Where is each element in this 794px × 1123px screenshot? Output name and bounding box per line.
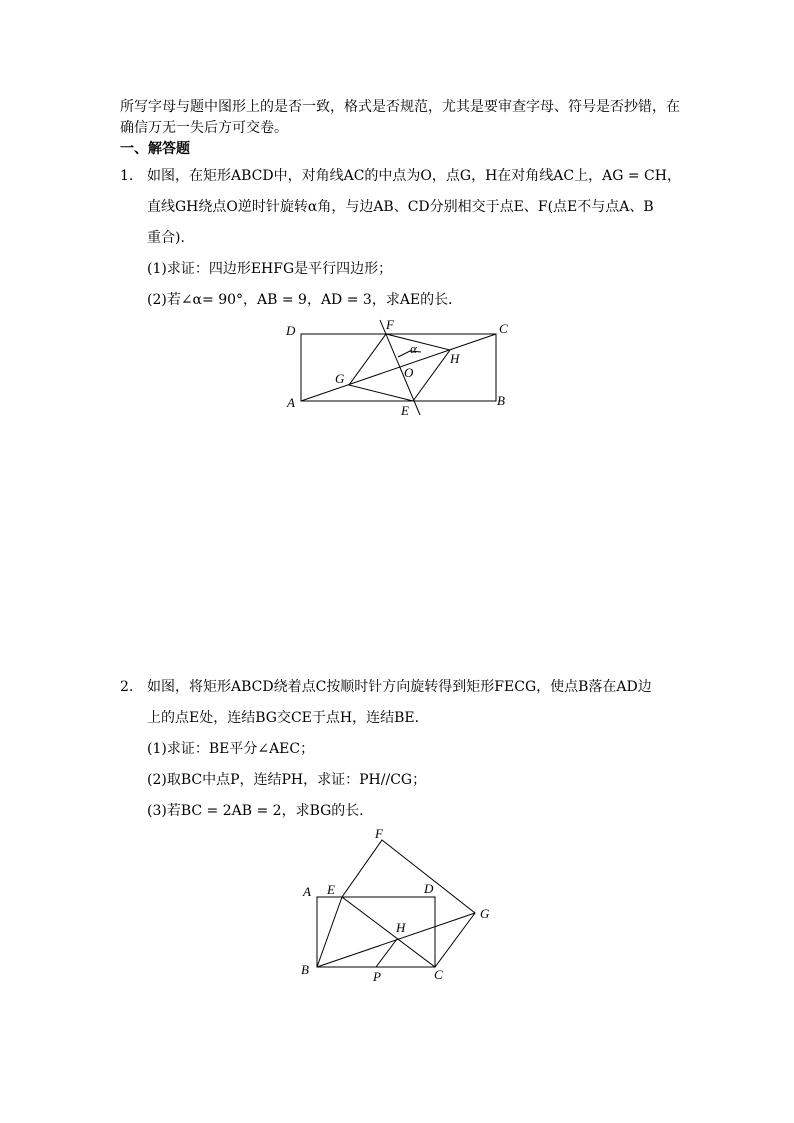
- problem2-number: 2.: [120, 679, 134, 695]
- problem2-question-1: (1)求证：BE平分∠AEC；: [147, 741, 315, 757]
- label-E: E: [401, 403, 409, 418]
- label-G: G: [335, 371, 345, 386]
- label-A: A: [303, 884, 311, 899]
- label-H: H: [450, 351, 460, 366]
- section-title: 一、解答题: [120, 141, 190, 157]
- segment-be: [317, 897, 342, 967]
- label-F: F: [386, 317, 394, 332]
- label-C: C: [434, 967, 443, 982]
- label-A: A: [287, 395, 295, 410]
- label-G: G: [480, 906, 490, 921]
- problem1-question-1: (1)求证：四边形EHFG是平行四边形；: [147, 261, 393, 277]
- problem1-number: 1.: [120, 168, 134, 184]
- label-E: E: [327, 882, 335, 897]
- label-B: B: [497, 393, 505, 408]
- problem1-text-1: 如图，在矩形ABCD中，对角线AC的中点为O，点G，H在对角线AC上，AG = CH，: [147, 168, 681, 184]
- notice-line-1: 所写字母与题中图形上的是否一致，格式是否规范，尤其是要审查字母、符号是否抄错，在: [120, 99, 680, 115]
- label-D: D: [286, 323, 296, 338]
- label-alpha: α: [410, 341, 417, 356]
- label-P: P: [373, 969, 381, 984]
- rectangle-fecg: [342, 840, 475, 967]
- label-H: H: [396, 920, 406, 935]
- rectangle-abcd: [317, 897, 435, 967]
- label-F: F: [375, 826, 383, 841]
- label-B: B: [301, 962, 309, 977]
- problem2-text-1: 如图，将矩形ABCD绕着点C按顺时针方向旋转得到矩形FECG，使点B落在AD边: [147, 679, 652, 695]
- label-C: C: [499, 321, 508, 336]
- label-D: D: [424, 881, 434, 896]
- problem2-text-2: 上的点E处，连结BG交CE于点H，连结BE．: [147, 710, 429, 726]
- problem2-question-3: (3)若BC = 2AB = 2，求BG的长．: [147, 803, 374, 819]
- notice-line-2: 确信万无一失后方可交卷。: [120, 120, 288, 136]
- problem1-question-2: (2)若∠α= 90°，AB = 9，AD = 3，求AE的长．: [147, 292, 463, 308]
- problem2-question-2: (2)取BC中点P，连结PH，求证：PH//CG；: [147, 772, 427, 788]
- problem1-text-2: 直线GH绕点O逆时针旋转α角，与边AB、CD分别相交于点E、F(点E不与点A、B: [147, 199, 654, 215]
- label-O: O: [404, 365, 414, 380]
- problem1-text-3: 重合)．: [147, 230, 195, 246]
